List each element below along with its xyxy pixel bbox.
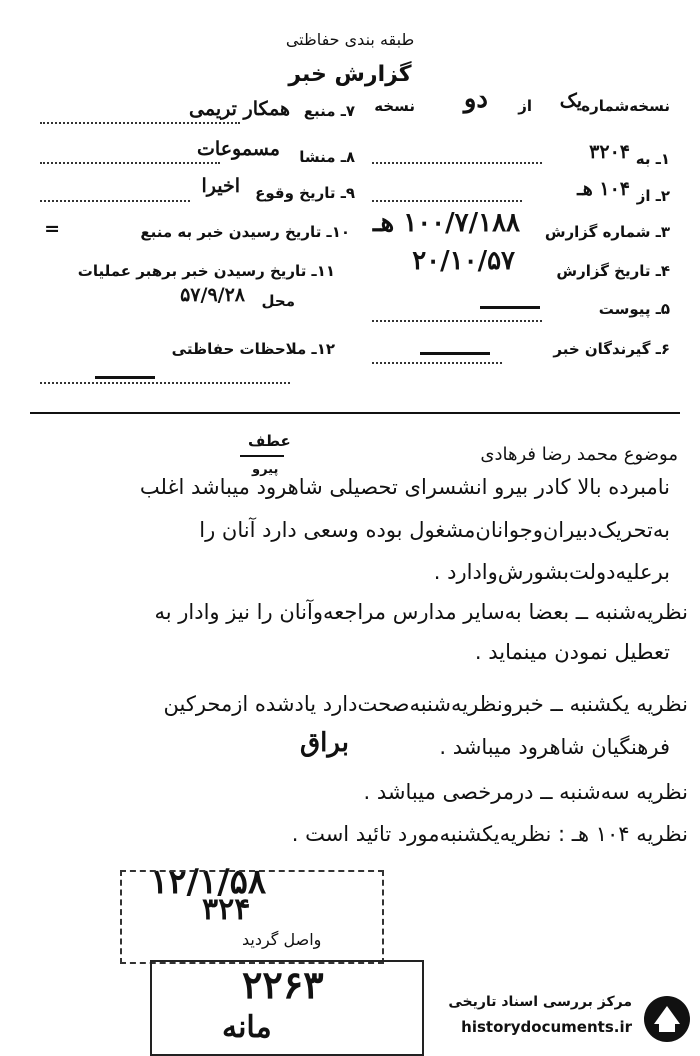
subject-line: موضوع محمد رضا فرهادی	[480, 444, 678, 465]
stamp1-number: ۳۲۴	[202, 892, 251, 927]
recipients-dash	[420, 352, 490, 355]
dotted-line	[372, 162, 542, 164]
to-label: ۱ـ به	[635, 150, 670, 168]
recipients-label: ۶ـ گیرندگان خبر	[553, 340, 670, 358]
receipt-date-value: =	[44, 218, 60, 240]
stamp1-text: واصل گردید	[242, 930, 322, 949]
source-label: ۷ـ منبع	[303, 102, 355, 120]
copy-number-label: نسخه‌شماره	[581, 97, 670, 115]
body-line: برعلیه‌دولت‌بشورش‌وادارد .	[433, 560, 670, 584]
body-line: نظریه یکشنبه ــ خبرونظریه‌شنبه‌صحت‌دارد یادشده ازمحرکین	[163, 692, 688, 716]
attachment-label: ۵ـ پیوست	[598, 300, 670, 318]
from-unit-label: ۲ـ از	[636, 187, 670, 205]
dotted-line	[40, 200, 190, 202]
handwritten-date: ۱۲/۱/۵۸	[150, 862, 267, 902]
dotted-line	[372, 320, 542, 322]
watermark-site: historydocuments.ir	[461, 1018, 632, 1036]
from-label: از	[518, 97, 532, 115]
copies-value: دو	[463, 84, 488, 114]
report-number-label: ۳ـ شماره گزارش	[544, 223, 670, 241]
dotted-line	[40, 162, 220, 164]
dotted-line	[372, 200, 522, 202]
event-date-label: ۹ـ تاریخ وقوع	[255, 184, 355, 202]
place-value: ۵۷/۹/۲۸	[180, 284, 245, 306]
body-line: نظریه ۱۰۴ هـ : نظریه‌یکشنبه‌مورد تائید است .	[291, 822, 688, 846]
stamp2-number: ۲۲۶۳	[242, 962, 324, 1007]
body-line: نظریه سه‌شنبه ــ درمرخصی میباشد .	[363, 780, 688, 804]
ops-date-label: ۱۱ـ تاریخ رسیدن خبر برهبر عملیات	[77, 262, 335, 280]
peiro-label: پیرو	[252, 462, 279, 477]
watermark	[402, 990, 692, 1048]
security-notes-label: ۱۲ـ ملاحظات حفاظتی	[171, 340, 335, 358]
origin-value: مسموعات	[197, 138, 280, 160]
from-unit-value: ۱۰۴ هـ	[577, 178, 630, 200]
copies-label: نسخه	[374, 97, 415, 115]
dotted-line	[372, 362, 502, 364]
copy-number-value: یک	[559, 90, 582, 112]
to-value: ۳۲۰۴	[589, 141, 630, 163]
body-line: فرهنگیان شاهرود میباشد .	[439, 735, 670, 759]
origin-label: ۸ـ منشا	[299, 148, 355, 166]
section-divider	[30, 412, 680, 414]
event-date-value: اخیرا	[201, 175, 240, 197]
report-date-value: ۲۰/۱۰/۵۷	[412, 246, 515, 276]
receipt-date-label: ۱۰ـ تاریخ رسیدن خبر به منبع	[140, 223, 350, 241]
dotted-line	[40, 122, 240, 124]
reference-divider	[240, 455, 284, 457]
stamp2-text: مانه	[222, 1010, 272, 1045]
attachment-dash	[480, 306, 540, 309]
watermark-org-name: مرکز بررسی اسناد تاریخی	[448, 994, 632, 1010]
place-label: محل	[261, 292, 295, 310]
atf-label: عطف	[248, 432, 291, 450]
classification-label: طبقه بندی حفاظتی	[285, 30, 415, 49]
body-line: نامبرده بالا کادر بیرو انشسرای تحصیلی شاهرود میباشد اغلب	[139, 475, 670, 499]
received-stamp	[120, 870, 384, 964]
archive-logo-icon	[642, 994, 692, 1044]
report-date-label: ۴ـ تاریخ گزارش	[556, 262, 670, 280]
security-notes-dash	[95, 376, 155, 379]
archive-stamp	[150, 960, 424, 1056]
signature-note: براق	[300, 728, 349, 758]
document-title: گزارش خبر	[288, 62, 412, 87]
source-value: همکار تریمی	[189, 98, 290, 120]
body-line: نظریه‌شنبه ــ بعضا به‌سایر مدارس مراجعه‌وآنان را نیز وادار به	[154, 600, 688, 624]
report-number-value: ۱۰۰/۷/۱۸۸ هـ	[372, 208, 520, 238]
dotted-line	[40, 382, 290, 384]
body-line: به‌تحریک‌دبیران‌وجوانان‌مشغول بوده وسعی دارد آنان را	[199, 518, 670, 542]
body-line: تعطیل نمودن مینماید .	[474, 640, 670, 664]
